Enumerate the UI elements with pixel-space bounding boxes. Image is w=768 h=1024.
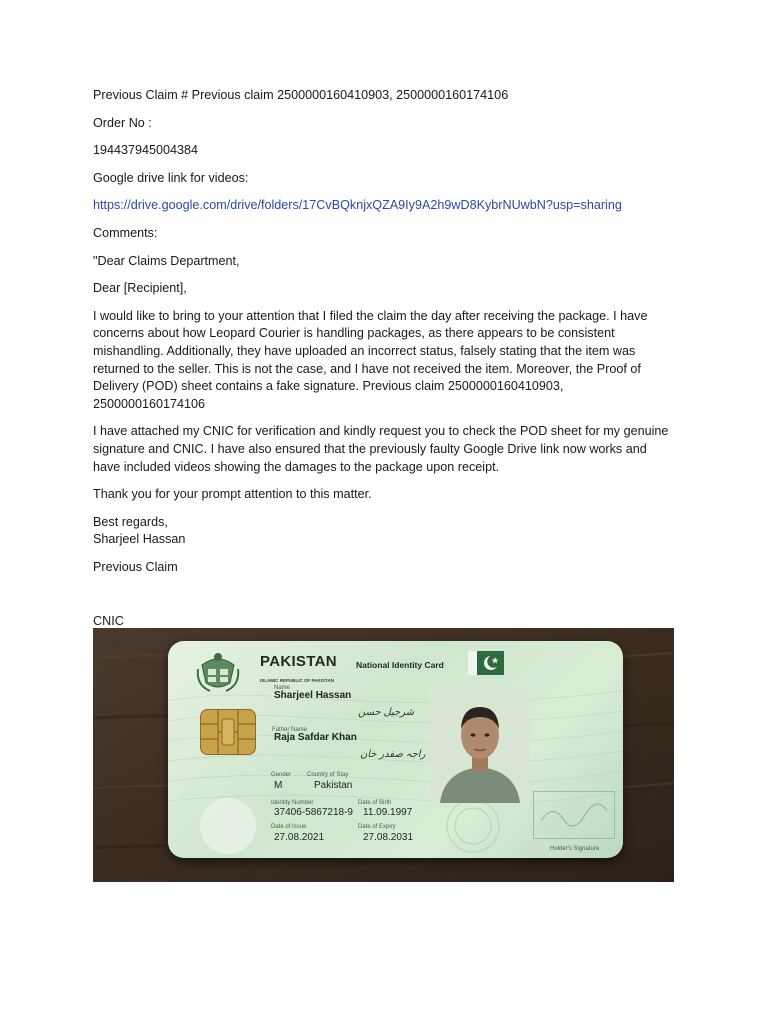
document-body [93,87,675,631]
holder-signature-label: Holder's Signature [550,846,600,852]
state-emblem-icon [194,649,242,693]
card-country: PAKISTAN [260,653,337,670]
drive-link[interactable]: https://drive.google.com/drive/folders/17CvBQknjxQZA9Iy9A2h9wD8KybrNUwbN?usp=sharing [93,198,622,213]
verification-paragraph: I have attached my CNIC for verification and kindly request you to check the POD sheet for my genuine signature and CNIC. I have also ensured that the previously faulty Google Drive link now works and have included videos showing the damages to the package upon receipt. [93,424,669,474]
cnic-photo [93,628,674,882]
smart-chip-icon [200,709,256,755]
complaint-paragraph: I would like to bring to your attention that I filed the claim the day after receiving the package. I have concerns about how Leopard Courier is handling packages, as there appears to be consistent mishandling. Additionally, they have uploaded an incorrect status, falsely stating that the item was returned to the seller. This is not the case, and I have not received the item. Moreover, the Proof of Delivery (POD) sheet contains a fake signature. Previous claim 2500000160410903, 2500000160174106 [93,308,648,411]
card-expiry-date: 27.08.2031 [363,832,414,843]
card-country-of-stay: Pakistan [314,780,353,791]
pakistan-flag-icon [468,651,504,675]
holder-photo [430,691,530,803]
cnic-label: CNIC [93,614,124,629]
card-father-name: Raja Safdar Khan [274,732,357,743]
card-type: National Identity Card [356,660,444,670]
name-label: Name [274,685,291,691]
salutation: "Dear Claims Department, [93,253,240,268]
card-country-sub: ISLAMIC REPUBLIC OF PAKISTAN [260,678,334,683]
drive-link-label: Google drive link for videos: [93,170,249,185]
card-issue-date: 27.08.2021 [274,832,325,843]
holder-signature-box [533,791,615,839]
father-name-label: Father Name [272,727,308,733]
card-dob: 11.09.1997 [363,807,413,818]
card-gender: M [274,780,283,791]
recipient-line: Dear [Recipient], [93,281,187,296]
previous-claim-line: Previous Claim # Previous claim 2500000160410903, 2500000160174106 [93,88,509,102]
card-name: Sharjeel Hassan [274,690,352,701]
closing-line: Best regards, [93,514,168,529]
order-number: 194437945004384 [93,143,199,158]
dob-label: Date of Birth [358,800,392,806]
card-identity-number: 37406-5867218-9 [274,807,353,818]
previous-claim-footer: Previous Claim [93,559,178,574]
card-father-name-urdu: راجہ صفدر خان [360,749,426,760]
issue-date-label: Date of Issue [271,824,307,830]
expiry-date-label: Date of Expiry [358,824,396,830]
gender-label: Gender [271,772,292,778]
identity-number-label: Identity Number [271,800,314,806]
comments-label: Comments: [93,225,158,240]
card-name-urdu: شرجیل حسن [358,707,415,718]
thanks-line: Thank you for your prompt attention to this matter. [93,487,372,502]
order-label: Order No : [93,115,152,130]
cnic-card [168,641,623,858]
signature-name: Sharjeel Hassan [93,532,186,547]
country-of-stay-label: Country of Stay [307,772,349,778]
